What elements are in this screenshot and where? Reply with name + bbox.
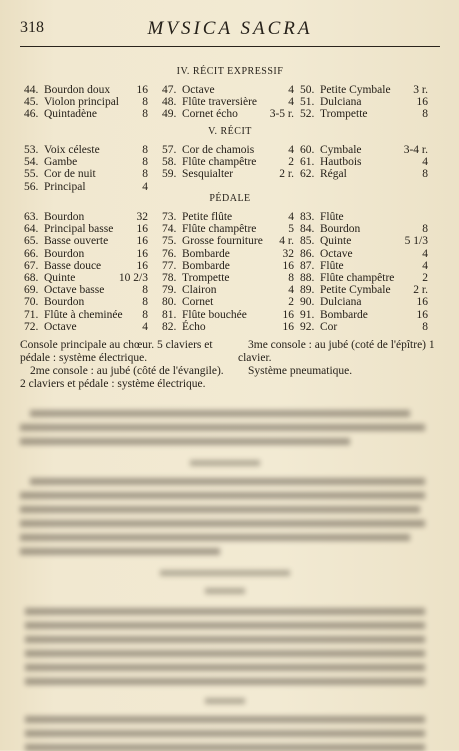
stop-number: 84. xyxy=(300,223,315,236)
stop-number: 83. xyxy=(300,211,315,223)
stop-number: 49. xyxy=(162,108,177,121)
stop-number: 66. xyxy=(24,247,39,260)
stop-name: Octave basse xyxy=(44,284,105,297)
stop-name: Quinte xyxy=(320,235,352,248)
stop-number: 55. xyxy=(24,168,39,181)
stop-number: 48. xyxy=(162,96,177,109)
stop-name: Gambe xyxy=(44,156,78,169)
stop-number: 91. xyxy=(300,308,315,321)
stop-pitch: 4 xyxy=(288,96,294,109)
stop-number: 53. xyxy=(24,144,39,156)
stop-name: Sesquialter xyxy=(182,168,234,181)
stop-pitch: 3-4 r. xyxy=(403,144,428,156)
stop-name: Régal xyxy=(320,168,347,181)
stop-pitch: 8 xyxy=(142,168,148,181)
stop-name: Cornet xyxy=(182,296,214,309)
stop-name: Bourdon xyxy=(44,247,85,260)
stop-name: Cornet écho xyxy=(182,108,238,121)
stop-pitch: 8 xyxy=(422,108,428,121)
stop-pitch: 16 xyxy=(416,308,428,321)
stop-pitch: 16 xyxy=(282,320,294,333)
stop-number: 51. xyxy=(300,96,315,109)
stop-number: 88. xyxy=(300,272,315,284)
stop-name: Octave xyxy=(44,320,77,333)
note-third-console: 3me console : au jubé (coté de l'épître) 1 clavier. xyxy=(238,339,435,364)
section-title: V. RÉCIT xyxy=(208,126,252,137)
stop-name: Dulciana xyxy=(320,296,362,309)
stop-number: 61. xyxy=(300,156,315,169)
stop-number: 74. xyxy=(162,223,177,236)
stop-pitch: 4 r. xyxy=(279,235,294,248)
stop-name: Bombarde xyxy=(320,308,368,321)
stop-number: 71. xyxy=(24,308,39,321)
stop-pitch: 2 r. xyxy=(413,284,428,297)
stop-pitch: 8 xyxy=(142,156,148,169)
stop-number: 80. xyxy=(162,296,177,309)
stop-pitch: 16 xyxy=(136,84,148,96)
stop-number: 57. xyxy=(162,144,177,156)
stop-name: Trompette xyxy=(182,272,230,284)
stop-pitch: 32 xyxy=(282,247,294,260)
stop-name: Bourdon xyxy=(44,296,85,309)
stop-name: Bombarde xyxy=(182,247,230,260)
stop-name: Flûte traversière xyxy=(182,96,258,109)
stop-name: Voix céleste xyxy=(44,144,100,156)
stop-number: 92. xyxy=(300,320,315,333)
stop-name: Flûte bouchée xyxy=(182,308,247,321)
stop-pitch: 3 r. xyxy=(413,84,428,96)
stop-number: 50. xyxy=(300,84,315,96)
stop-name: Bourdon xyxy=(44,211,85,223)
stop-number: 62. xyxy=(300,168,315,181)
stop-name: Dulciana xyxy=(320,96,362,109)
stop-number: 47. xyxy=(162,84,177,96)
stop-pitch: 2 r. xyxy=(279,168,294,181)
note-pneumatic-system: Système pneumatique. xyxy=(248,365,353,377)
stop-pitch: 10 2/3 xyxy=(118,272,148,284)
stop-number: 73. xyxy=(162,211,177,223)
stop-pitch: 4 xyxy=(142,320,148,333)
stop-pitch: 8 xyxy=(142,144,148,156)
stop-pitch: 4 xyxy=(142,180,148,193)
stop-name: Flûte xyxy=(320,211,344,223)
stop-pitch: 16 xyxy=(282,308,294,321)
stop-pitch: 4 xyxy=(422,259,428,272)
stop-pitch: 8 xyxy=(288,272,294,284)
stop-pitch: 8 xyxy=(422,320,428,333)
page-number: 318 xyxy=(20,19,44,36)
stop-name: Hautbois xyxy=(320,156,362,169)
section-title: PÉDALE xyxy=(209,193,251,204)
stop-pitch: 16 xyxy=(282,259,294,272)
stop-name: Bombarde xyxy=(182,259,230,272)
stop-number: 81. xyxy=(162,308,177,321)
stop-pitch: 4 xyxy=(288,144,294,156)
stop-pitch: 3-5 r. xyxy=(269,108,294,121)
stop-number: 82. xyxy=(162,320,177,333)
stop-pitch: 2 xyxy=(422,272,428,284)
stop-name: Flûte champêtre xyxy=(320,272,395,284)
stop-pitch: 8 xyxy=(142,108,148,121)
stop-name: Cor de chamois xyxy=(182,144,255,156)
page-title: MVSICA SACRA xyxy=(147,18,313,39)
stop-number: 75. xyxy=(162,235,177,248)
stop-name: Octave xyxy=(320,247,353,260)
stop-pitch: 16 xyxy=(136,235,148,248)
stop-pitch: 2 xyxy=(288,296,294,309)
stop-name: Octave xyxy=(182,84,215,96)
stop-pitch: 4 xyxy=(288,211,294,223)
stop-number: 60. xyxy=(300,144,315,156)
stop-number: 59. xyxy=(162,168,177,181)
stop-number: 76. xyxy=(162,247,177,260)
stop-name: Flûte champêtre xyxy=(182,156,257,169)
stop-name: Petite flûte xyxy=(182,211,233,223)
stop-number: 44. xyxy=(24,84,39,96)
section-title: IV. RÉCIT EXPRESSIF xyxy=(176,66,284,77)
stop-pitch: 16 xyxy=(136,247,148,260)
note-second-console: 2me console : au jubé (côté de l'évangile). 2 claviers et pédale : système électrique. xyxy=(20,365,224,390)
stop-name: Petite Cymbale xyxy=(320,84,391,96)
stop-pitch: 5 xyxy=(288,223,294,236)
stop-number: 65. xyxy=(24,235,39,248)
stop-number: 68. xyxy=(24,272,39,284)
stop-name: Quinte xyxy=(44,272,76,284)
stop-number: 78. xyxy=(162,272,177,284)
stop-number: 77. xyxy=(162,259,177,272)
stop-pitch: 8 xyxy=(142,308,148,321)
stop-name: Principal basse xyxy=(44,223,114,236)
stop-number: 79. xyxy=(162,284,177,297)
stop-pitch: 4 xyxy=(288,84,294,96)
header-rule xyxy=(20,46,440,47)
stop-pitch: 4 xyxy=(288,284,294,297)
stop-number: 52. xyxy=(300,108,315,121)
stop-name: Violon principal xyxy=(44,96,120,109)
stop-number: 90. xyxy=(300,296,315,309)
stop-name: Cor xyxy=(320,320,338,333)
note-main-console: Console principale au chœur. 5 claviers et pédale : système électrique. xyxy=(20,339,213,364)
stop-name: Grosse fourniture xyxy=(182,235,263,248)
stop-name: Cor de nuit xyxy=(44,168,96,181)
stop-pitch: 8 xyxy=(142,296,148,309)
stop-number: 69. xyxy=(24,284,39,297)
stop-pitch: 32 xyxy=(136,211,148,223)
stop-pitch: 8 xyxy=(422,223,428,236)
running-header xyxy=(20,14,440,44)
stop-name: Principal xyxy=(44,180,86,193)
stop-pitch: 16 xyxy=(136,259,148,272)
blurred-page-section xyxy=(0,398,459,750)
stop-name: Trompette xyxy=(320,108,368,121)
stop-name: Cymbale xyxy=(320,144,362,156)
stop-number: 63. xyxy=(24,211,39,223)
stop-pitch: 2 xyxy=(288,156,294,169)
stop-name: Petite Cymbale xyxy=(320,284,391,297)
stop-number: 89. xyxy=(300,284,315,297)
stop-number: 72. xyxy=(24,320,39,333)
stop-number: 56. xyxy=(24,180,39,193)
stop-number: 54. xyxy=(24,156,39,169)
stop-name: Bourdon doux xyxy=(44,84,111,96)
stop-name: Flûte à cheminée xyxy=(44,308,123,321)
stop-name: Flûte xyxy=(320,259,344,272)
stop-number: 67. xyxy=(24,259,39,272)
stop-number: 45. xyxy=(24,96,39,109)
stop-name: Basse douce xyxy=(44,259,102,272)
stop-pitch: 4 xyxy=(422,247,428,260)
stop-pitch: 16 xyxy=(136,223,148,236)
stop-name: Écho xyxy=(182,320,206,333)
stop-number: 70. xyxy=(24,296,39,309)
stop-pitch: 8 xyxy=(422,168,428,181)
stop-name: Flûte champêtre xyxy=(182,223,257,236)
stop-number: 58. xyxy=(162,156,177,169)
stop-pitch: 5 1/3 xyxy=(404,235,428,248)
stop-name: Clairon xyxy=(182,284,217,297)
stop-pitch: 4 xyxy=(422,156,428,169)
stop-name: Basse ouverte xyxy=(44,235,109,248)
stop-name: Quintadène xyxy=(44,108,98,121)
stop-number: 86. xyxy=(300,247,315,260)
stop-pitch: 8 xyxy=(142,284,148,297)
stop-pitch: 16 xyxy=(416,96,428,109)
stop-number: 64. xyxy=(24,223,39,236)
stop-pitch: 16 xyxy=(416,296,428,309)
stop-pitch: 8 xyxy=(142,96,148,109)
stop-number: 46. xyxy=(24,108,39,121)
stop-number: 85. xyxy=(300,235,315,248)
stop-name: Bourdon xyxy=(320,223,361,236)
stop-number: 87. xyxy=(300,259,315,272)
